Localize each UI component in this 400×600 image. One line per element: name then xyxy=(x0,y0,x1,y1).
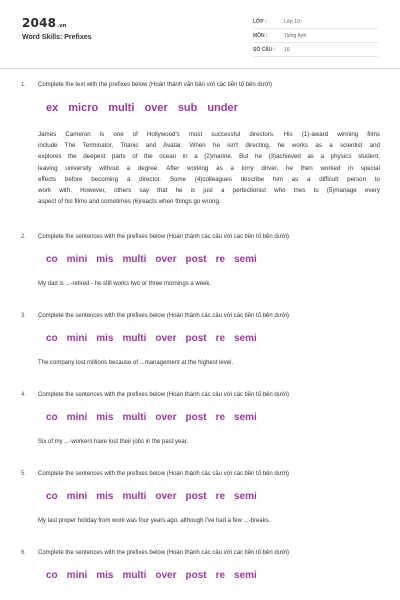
prefix-word: mini xyxy=(66,570,88,581)
prefix-word: mini xyxy=(66,333,88,344)
question-number: 6. xyxy=(21,550,27,556)
prefix-word: mini xyxy=(66,412,88,423)
prefix-word: semi xyxy=(234,333,257,344)
prefix-word: co xyxy=(46,333,58,344)
prefix-word-bank xyxy=(46,491,257,502)
prefix-word: over xyxy=(144,102,168,114)
prefix-word: co xyxy=(46,570,58,581)
prefix-word: semi xyxy=(234,491,257,502)
worksheet-title: Word Skills: Prefixes xyxy=(22,34,92,41)
question-number: 4. xyxy=(21,392,27,398)
question-instruction: Complete the sentences with the prefixes below (Hoàn thành các câu với các tiền tố bên dưới) xyxy=(38,234,290,240)
prefix-word: re xyxy=(215,570,226,581)
prefix-word: co xyxy=(46,254,58,265)
prefix-word: over xyxy=(155,570,177,581)
passage-line: work with. However, others say that he is just a perfectionist who tries to (5)manage every xyxy=(38,187,380,195)
prefix-word: mis xyxy=(96,570,114,581)
prefix-word: re xyxy=(215,254,226,265)
question-instruction: Complete the sentences with the prefixes below (Hoàn thành các câu với các tiền tố bên dưới) xyxy=(38,471,290,477)
prefix-word: post xyxy=(185,333,207,344)
prefix-word: re xyxy=(215,491,226,502)
prefix-word: post xyxy=(185,254,207,265)
question-number: 2. xyxy=(21,234,27,240)
prefix-word: multi xyxy=(108,102,135,114)
prefix-word: mis xyxy=(96,412,114,423)
question-instruction: Complete the sentences with the prefixes below (Hoàn thành các câu với các tiền tố bên dưới) xyxy=(38,313,290,319)
prefix-word: post xyxy=(185,570,207,581)
prefix-word-bank xyxy=(46,333,257,344)
prefix-word: mis xyxy=(96,491,114,502)
passage-line: James Cameron is one of Hollywood's most successful directors. His (1)-award winning films xyxy=(38,131,380,138)
meta-key: SỐ CÂU : xyxy=(253,47,276,53)
prefix-word: over xyxy=(155,333,177,344)
meta-value: 16 xyxy=(284,47,290,53)
prefix-word: co xyxy=(46,412,58,423)
question-instruction: Complete the text with the prefixes below (Hoàn thành văn bản với các tiền tố bên dưới) xyxy=(38,82,273,88)
prefix-word: re xyxy=(215,333,226,344)
prefix-word: semi xyxy=(234,254,257,265)
prefix-word: ex xyxy=(46,102,59,114)
question-number: 1. xyxy=(21,82,27,88)
passage-line: leaving university without a degree. After working as a lorry driver, he then worked in special xyxy=(38,164,380,172)
logo-suffix: .vn xyxy=(57,23,67,29)
prefix-word: multi xyxy=(122,412,147,423)
prefix-word-bank xyxy=(46,412,257,423)
page-header xyxy=(0,0,400,64)
reading-passage xyxy=(38,129,380,207)
prefix-word: multi xyxy=(122,570,147,581)
meta-key: MÔN : xyxy=(253,33,268,39)
prefix-word: multi xyxy=(122,491,147,502)
question-instruction: Complete the sentences with the prefixes below (Hoàn thành các câu với các tiền tố bên dưới) xyxy=(38,392,290,398)
prefix-word: mis xyxy=(96,254,114,265)
prefix-word: micro xyxy=(68,102,99,114)
question-number: 5. xyxy=(21,471,27,477)
passage-line: explores the deepest parts of the ocean in a (2)marine. But he (3)achieved as a physics student, xyxy=(38,153,380,161)
prefix-word: over xyxy=(155,491,177,502)
passage-line: include The Terminator, Titanic and Avatar. When he isn't directing, he works as a scientist and xyxy=(38,142,380,150)
meta-value: Tiếng Anh xyxy=(284,33,307,39)
meta-row-question-count xyxy=(253,44,378,57)
prefix-word: mis xyxy=(96,333,114,344)
prefix-word: over xyxy=(155,254,177,265)
header-divider xyxy=(0,68,400,69)
prefix-word: co xyxy=(46,491,58,502)
meta-value: Lớp 10 xyxy=(284,19,300,25)
prefix-word-bank xyxy=(46,570,257,581)
prefix-word: multi xyxy=(122,333,147,344)
prefix-word: sub xyxy=(177,102,198,114)
prefix-word: under xyxy=(207,102,238,114)
meta-key: LỚP : xyxy=(253,19,267,25)
logo-main: 2048 xyxy=(22,16,57,30)
question-instruction: Complete the sentences with the prefixes below (Hoàn thành các câu với các tiền tố bên dưới) xyxy=(38,550,290,556)
gap-fill-sentence: Six of my ...-workers have lost their jobs in the past year. xyxy=(38,439,189,445)
meta-row-subject xyxy=(253,30,378,43)
gap-fill-sentence: My last proper holiday from work was four years ago, although I've had a few ...-breaks. xyxy=(38,518,271,524)
prefix-word: over xyxy=(155,412,177,423)
question-number: 3. xyxy=(21,313,27,319)
prefix-word: re xyxy=(215,412,226,423)
gap-fill-sentence: My dad is ...-retired - he still works two or three mornings a week. xyxy=(38,281,212,287)
gap-fill-sentence: The company lost millions because of ...management at the highest level. xyxy=(38,360,234,366)
prefix-word-bank xyxy=(46,254,257,265)
brand-logo[interactable] xyxy=(22,16,67,30)
meta-row-class xyxy=(253,16,378,29)
prefix-word: mini xyxy=(66,254,88,265)
passage-line: aspect of his films and sometimes (6)reacts when things go wrong. xyxy=(38,198,221,206)
prefix-word: post xyxy=(185,491,207,502)
prefix-word: semi xyxy=(234,412,257,423)
prefix-word: semi xyxy=(234,570,257,581)
passage-line: effects before becoming a director. Some (4)colleagues describe him as a difficult person to xyxy=(38,175,380,183)
prefix-word: mini xyxy=(66,491,88,502)
prefix-word: multi xyxy=(122,254,147,265)
prefix-word: post xyxy=(185,412,207,423)
prefix-word-bank xyxy=(46,102,238,114)
